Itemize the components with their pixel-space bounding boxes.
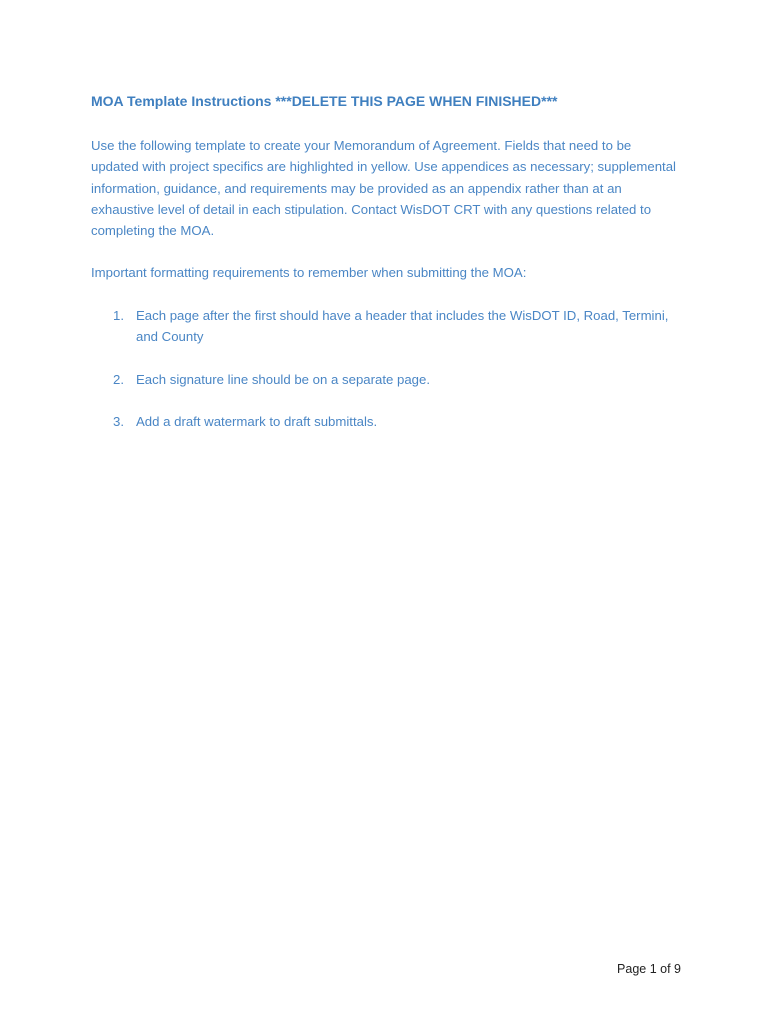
list-item-number: 1.: [113, 308, 124, 323]
page-number-footer: Page 1 of 9: [617, 962, 681, 976]
list-item-text: Each page after the first should have a header that includes the WisDOT ID, Road, Termini, and County: [136, 308, 669, 345]
requirements-lead: Important formatting requirements to remember when submitting the MOA:: [91, 265, 527, 281]
list-item: [91, 411, 681, 432]
list-item-number: 3.: [113, 414, 124, 430]
requirements-list: [91, 305, 681, 454]
list-item: [91, 305, 681, 348]
list-item-text: Each signature line should be on a separate page.: [136, 371, 431, 387]
intro-paragraph: Use the following template to create your Memorandum of Agreement. Fields that need to be updated with project specifics are highlighted in yellow. Use appendices as necessary; supplemental information, guidance, and requirements may be provided as an appendix rather than at an exhaustive level of detail in each stipulation. Contact WisDOT CRT with any questions related to completing the MOA.: [91, 138, 676, 239]
list-item-number: 2.: [113, 371, 124, 387]
list-item: [91, 369, 681, 390]
instructions-body: [91, 135, 681, 284]
page-title: MOA Template Instructions ***DELETE THIS PAGE WHEN FINISHED***: [91, 93, 558, 109]
list-item-text: Add a draft watermark to draft submittals.: [136, 414, 378, 430]
